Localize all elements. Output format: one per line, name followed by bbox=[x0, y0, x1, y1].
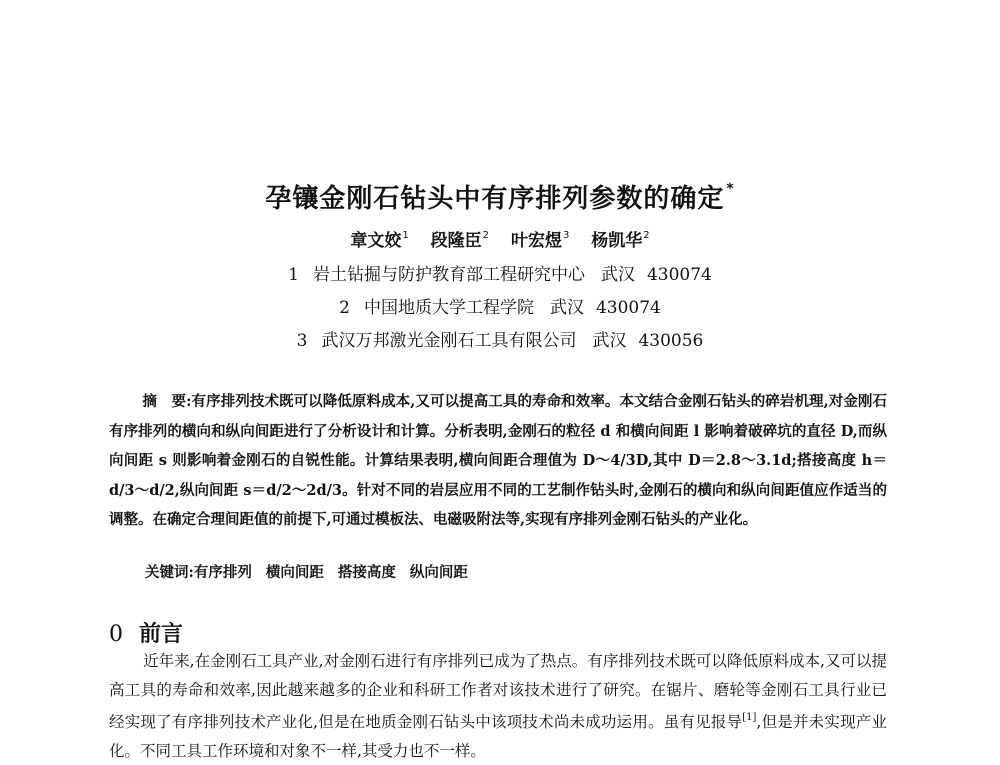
abstract-text: 有序排列技术既可以降低原料成本,又可以提高工具的寿命和效率。本文结合金刚石钻头的碎岩机理,对金刚石有序排列的横向和纵向间距进行了分析设计和计算。分析表明,金刚石的粒径 d 和横向间距 l 影响着破碎坑的直径 D,而纵向间距 s 则影响着金刚石的自锐性能。计算结果表明,横向间距合理值为 D～4/3D,其中 D＝2.8～3.1d;搭接高度 h＝d/3～d/2,纵向间距 s＝d/2～2d/3。针对不同的岩层应用不同的工艺制作钻头时,金刚石的横向和纵向间距值应作适当的调整。在确定合理间距值的前提下,可通过模板法、电磁吸附法等,实现有序排列金刚石钻头的产业化。 bbox=[109, 393, 888, 528]
citation-ref: [1] bbox=[742, 712, 757, 723]
affiliation-number: 1 bbox=[288, 265, 299, 285]
keyword: 有序排列 bbox=[193, 564, 252, 581]
affiliation-zip: 430074 bbox=[646, 265, 712, 285]
title-text: 孕镶金刚石钻头中有序排列参数的确定 bbox=[265, 184, 725, 214]
affiliation-zip: 430056 bbox=[638, 331, 704, 351]
author-list bbox=[0, 226, 1000, 251]
author bbox=[350, 226, 408, 251]
body-paragraph bbox=[109, 647, 887, 765]
keyword: 纵向间距 bbox=[409, 564, 468, 581]
keywords-label: 关键词: bbox=[145, 564, 194, 581]
affiliation-city: 武汉 bbox=[592, 331, 627, 351]
author-affiliation-mark: 1 bbox=[402, 230, 409, 241]
keyword: 搭接高度 bbox=[337, 564, 396, 581]
author-name: 段隆臣 bbox=[430, 231, 482, 251]
affiliation-org: 中国地质大学工程学院 bbox=[363, 298, 534, 318]
affiliation-org: 武汉万邦激光金刚石工具有限公司 bbox=[321, 331, 577, 351]
paper-title bbox=[0, 178, 1000, 215]
author-name: 叶宏煜 bbox=[510, 231, 562, 251]
abstract-label: 摘 要: bbox=[142, 393, 192, 410]
affiliation bbox=[0, 326, 1000, 351]
affiliation-number: 2 bbox=[339, 298, 350, 318]
affiliation-zip: 430074 bbox=[595, 298, 661, 318]
author-affiliation-mark: 2 bbox=[482, 230, 490, 241]
affiliation-number: 3 bbox=[296, 331, 308, 351]
author bbox=[431, 226, 489, 251]
keywords bbox=[145, 561, 482, 582]
body-text-continued: ,但是并未实现产业化。不同工具工作环境和对象不一样,其受力也不一样。 bbox=[109, 713, 887, 760]
title-footnote-mark: * bbox=[726, 181, 735, 197]
abstract bbox=[109, 387, 887, 535]
author bbox=[591, 226, 649, 251]
affiliation bbox=[0, 260, 1000, 285]
body-text: 近年来,在金刚石工具产业,对金刚石进行有序排列已成为了热点。有序排列技术既可以降低原料成本,又可以提高工具的寿命和效率,因此越来越多的企业和科研工作者对该技术进行了研究。在锯片、磨轮等金刚石工具行业已经实现了有序排列技术产业化,但是在地质金刚石钻头中该项技术尚未成功运用。虽有见报导 bbox=[109, 652, 887, 731]
section-number: 0 bbox=[109, 622, 123, 647]
affiliation-city: 武汉 bbox=[600, 265, 635, 285]
affiliation-org: 岩土钻掘与防护教育部工程研究中心 bbox=[312, 265, 585, 285]
keyword: 横向间距 bbox=[265, 564, 324, 581]
affiliation bbox=[0, 293, 1000, 318]
author bbox=[511, 226, 569, 251]
section-heading bbox=[109, 617, 183, 648]
affiliation-city: 武汉 bbox=[549, 298, 584, 318]
author-affiliation-mark: 3 bbox=[562, 230, 570, 241]
author-affiliation-mark: 2 bbox=[643, 230, 650, 241]
author-name: 杨凯华 bbox=[591, 231, 643, 251]
section-title: 前言 bbox=[139, 621, 184, 647]
author-name: 章文姣 bbox=[350, 231, 402, 251]
